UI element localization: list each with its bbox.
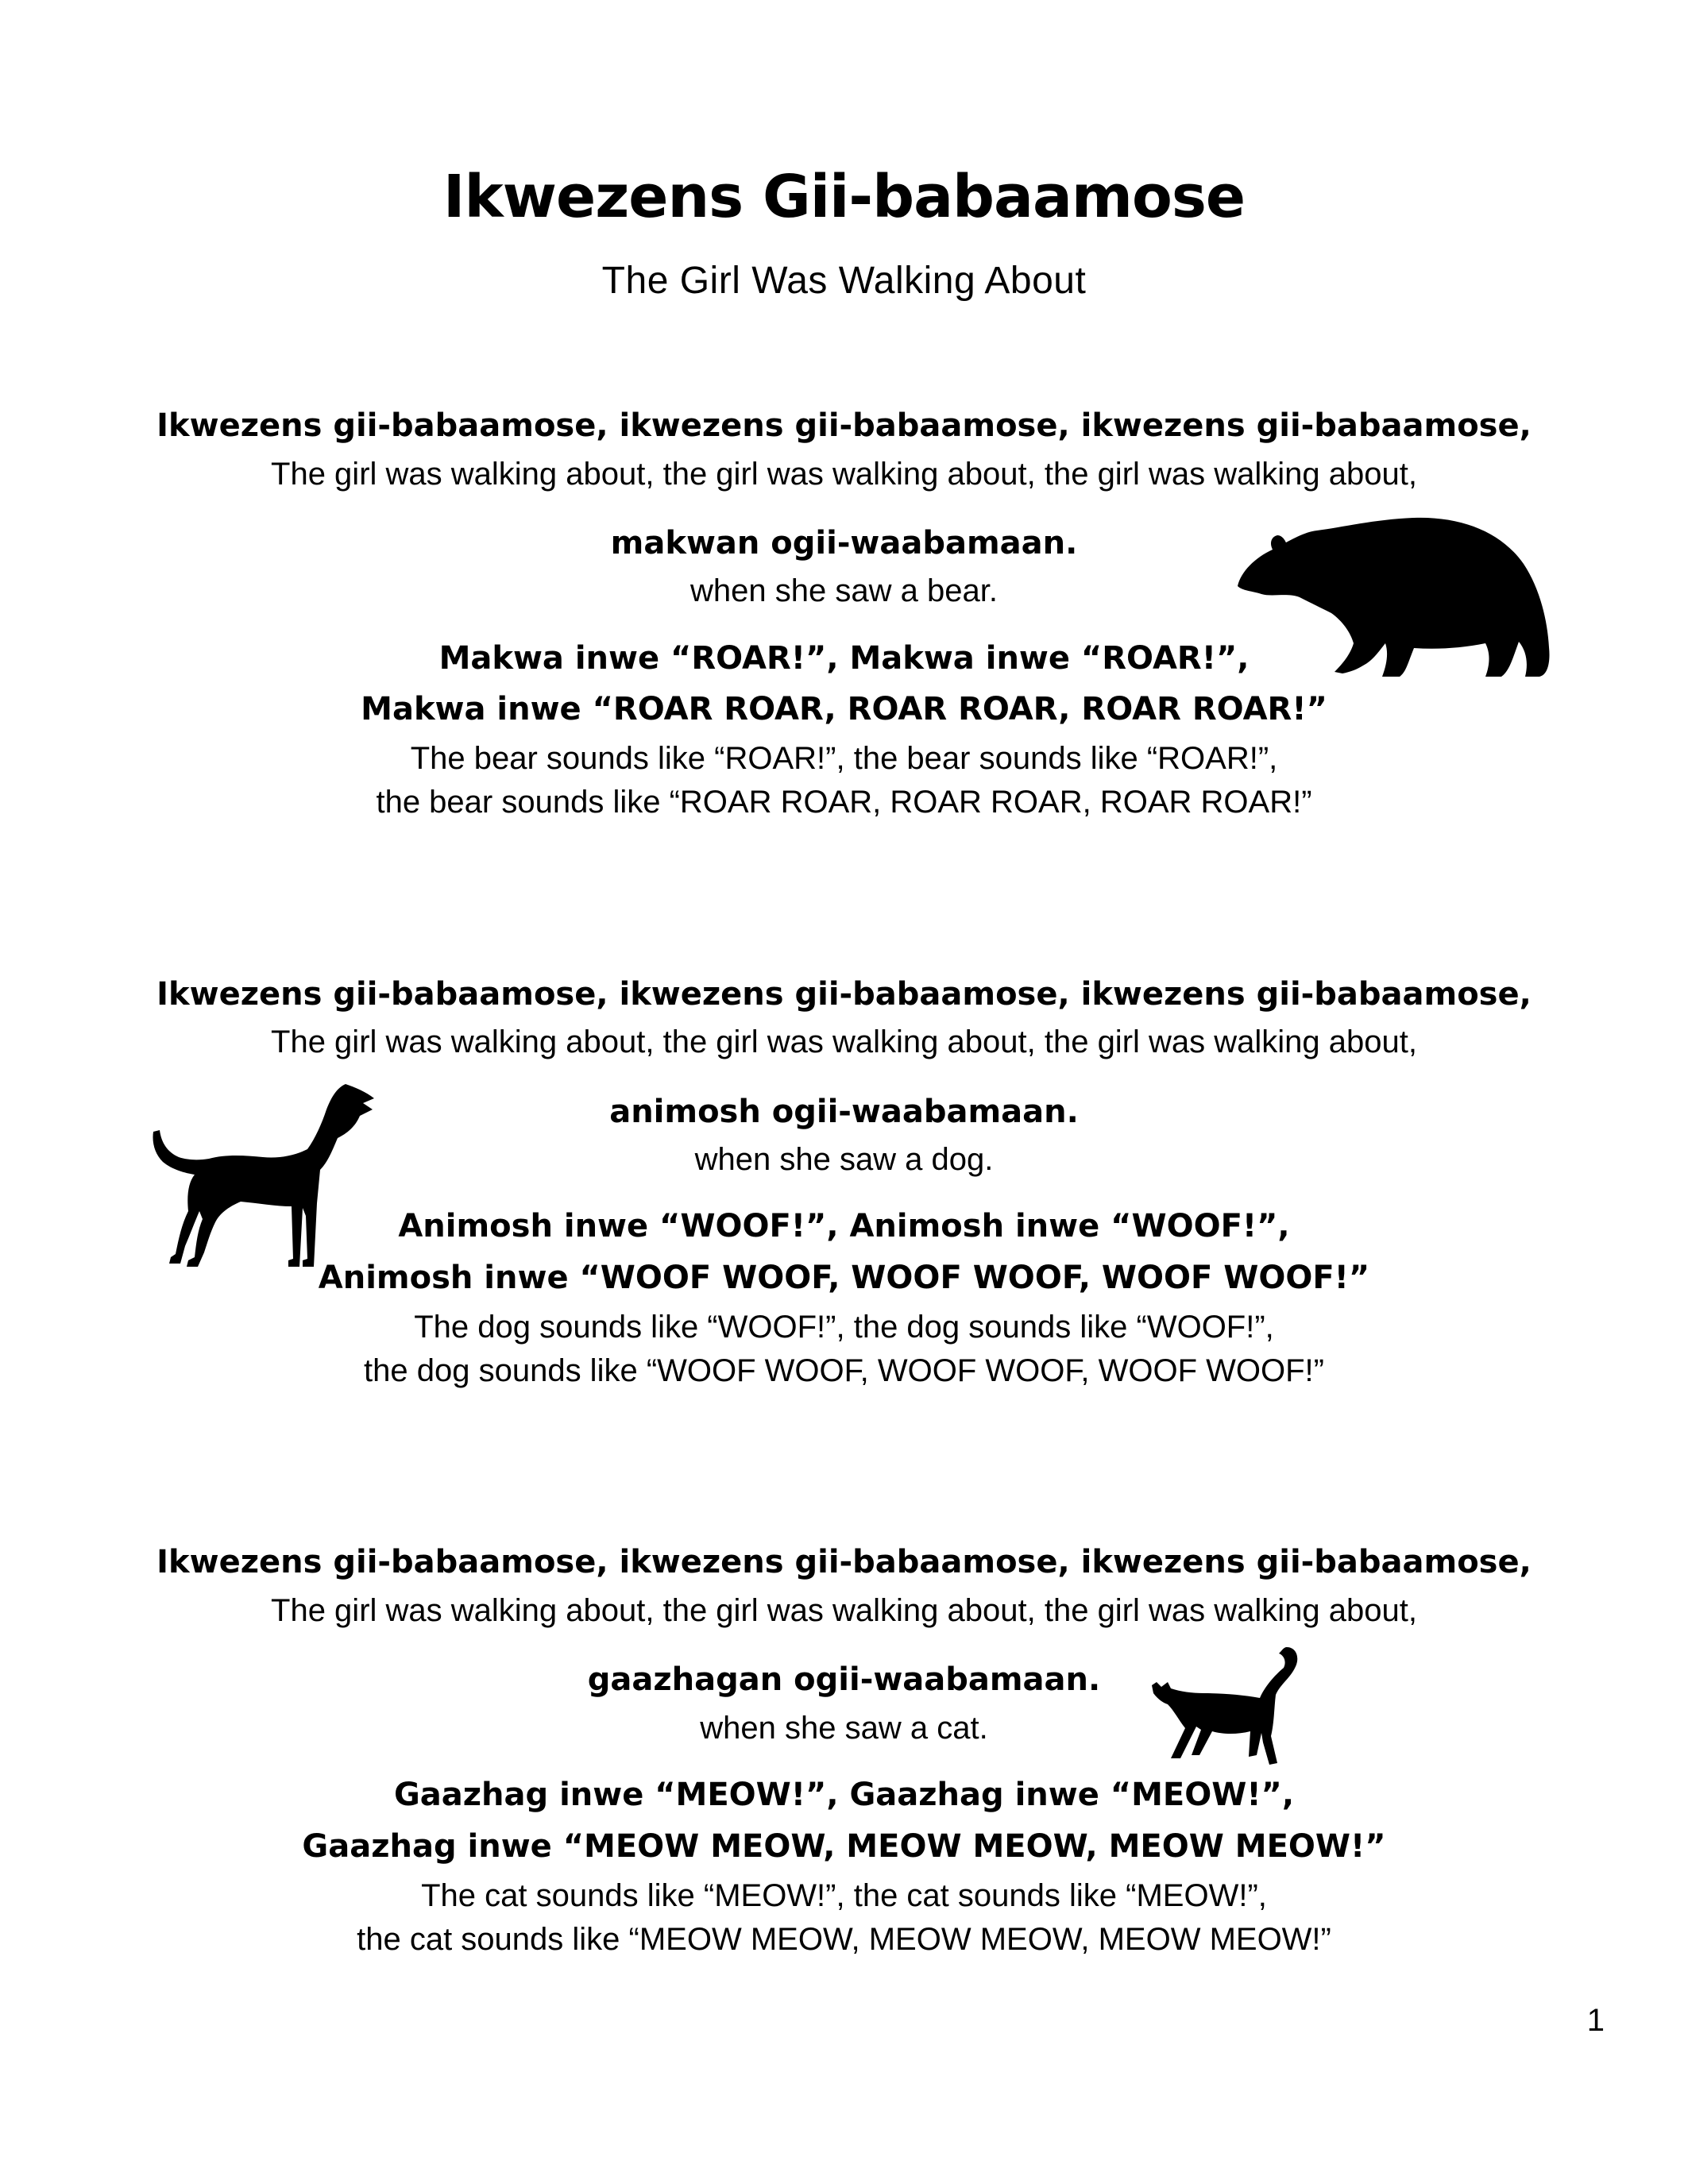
verse-sound-ojibwe-1: Makwa inwe “ROAR!”, Makwa inwe “ROAR!”, [438, 640, 1250, 677]
verse-sound-english-2: the dog sounds like “WOOF WOOF, WOOF WOOF, WOOF WOOF!” [364, 1353, 1324, 1388]
verse-walk-english: The girl was walking about, the girl was walking about, the girl was walking about, [271, 1024, 1417, 1059]
verse-sound-english-2: the bear sounds like “ROAR ROAR, ROAR ROAR, ROAR ROAR!” [376, 785, 1312, 820]
verse-saw-ojibwe: makwan ogii-waabamaan. [610, 525, 1078, 561]
verse-saw-english: when she saw a bear. [690, 573, 998, 608]
verse-saw-english: when she saw a cat. [700, 1711, 988, 1746]
page-number: 1 [1586, 2003, 1605, 2038]
verse-walk-ojibwe: Ikwezens gii-babaamose, ikwezens gii-babaamose, ikwezens gii-babaamose, [156, 1544, 1532, 1580]
verse-saw-english: when she saw a dog. [694, 1142, 994, 1177]
verse-sound-ojibwe-2: Animosh inwe “WOOF WOOF, WOOF WOOF, WOOF WOOF!” [318, 1260, 1370, 1296]
page-title: Ikwezens Gii-babaamose [442, 163, 1246, 231]
verse-sound-english-1: The cat sounds like “MEOW!”, the cat sounds like “MEOW!”, [421, 1878, 1267, 1913]
verse-sound-english-2: the cat sounds like “MEOW MEOW, MEOW MEOW, MEOW MEOW!” [357, 1922, 1331, 1957]
verse-sound-english-1: The bear sounds like “ROAR!”, the bear sounds like “ROAR!”, [410, 741, 1278, 776]
verse-sound-ojibwe-1: Gaazhag inwe “MEOW!”, Gaazhag inwe “MEOW!”, [393, 1777, 1295, 1813]
verse-sound-english-1: The dog sounds like “WOOF!”, the dog sounds like “WOOF!”, [414, 1310, 1274, 1345]
verse-walk-english: The girl was walking about, the girl was walking about, the girl was walking about, [271, 1593, 1417, 1628]
verse-walk-ojibwe: Ikwezens gii-babaamose, ikwezens gii-babaamose, ikwezens gii-babaamose, [156, 976, 1532, 1013]
cat-icon [1144, 1644, 1303, 1771]
verse-sound-ojibwe-1: Animosh inwe “WOOF!”, Animosh inwe “WOOF!”, [398, 1208, 1290, 1244]
verse-sound-ojibwe-2: Makwa inwe “ROAR ROAR, ROAR ROAR, ROAR ROAR!” [361, 691, 1327, 727]
verse-sound-ojibwe-2: Gaazhag inwe “MEOW MEOW, MEOW MEOW, MEOW MEOW!” [302, 1828, 1386, 1865]
verse-saw-ojibwe: gaazhagan ogii-waabamaan. [587, 1661, 1101, 1698]
page-subtitle: The Girl Was Walking About [601, 260, 1087, 302]
bear-icon [1223, 508, 1557, 691]
verse-walk-english: The girl was walking about, the girl was walking about, the girl was walking about, [271, 457, 1417, 492]
verse-walk-ojibwe: Ikwezens gii-babaamose, ikwezens gii-babaamose, ikwezens gii-babaamose, [156, 407, 1532, 444]
verse-saw-ojibwe: animosh ogii-waabamaan. [609, 1094, 1079, 1130]
dog-icon [147, 1076, 385, 1279]
